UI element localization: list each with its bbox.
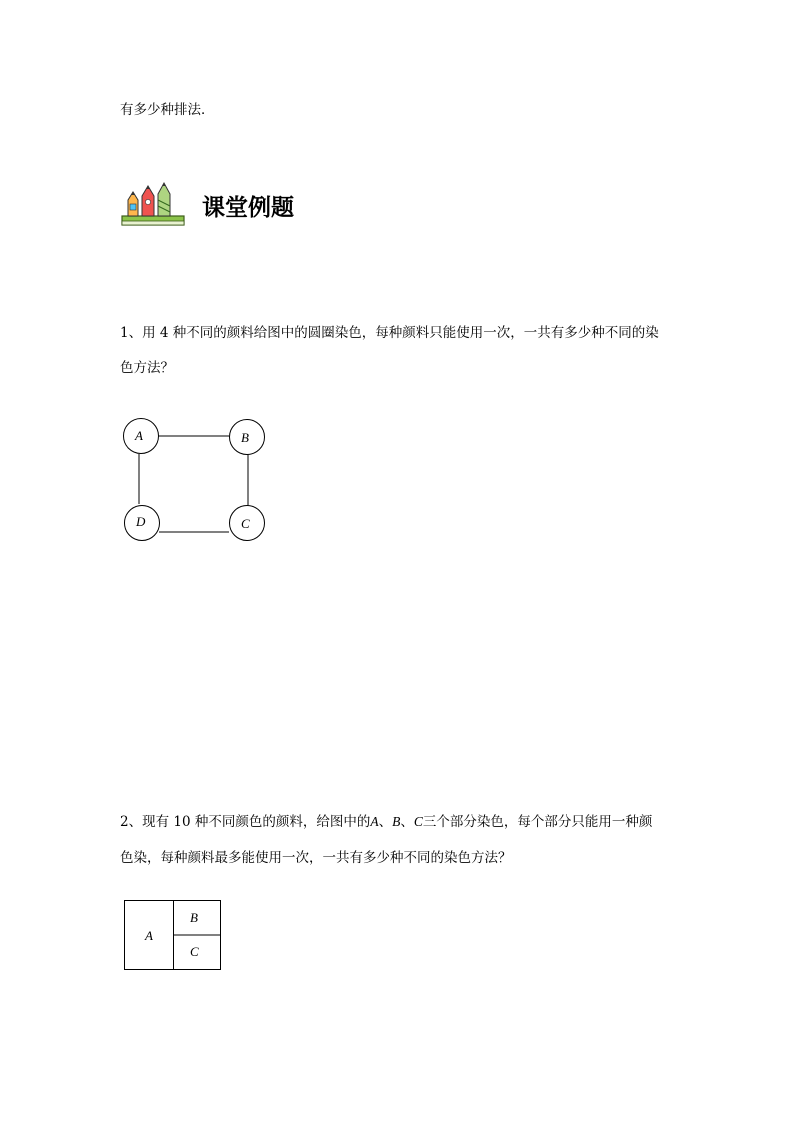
pencils-icon bbox=[120, 180, 188, 228]
section-title: 课堂例题 bbox=[202, 195, 294, 221]
region-c-label: C bbox=[190, 944, 199, 959]
intro-text: 有多少种排法． bbox=[120, 102, 215, 118]
q2-sep1: 、 bbox=[378, 814, 393, 830]
q2-regions-diagram bbox=[123, 899, 223, 973]
q2-line1-post: 三个部分染色，每个部分只能用一种颜 bbox=[422, 814, 653, 830]
q1-graph-diagram bbox=[115, 412, 275, 552]
q2-line1 bbox=[120, 812, 652, 832]
q1-line1: 1、用 4 种不同的颜料给图中的圆圈染色，每种颜料只能使用一次，一共有多少种不同的染 bbox=[120, 325, 659, 341]
region-b-label: B bbox=[190, 910, 198, 925]
q1-line2: 色方法？ bbox=[120, 360, 174, 376]
node-d-label: D bbox=[136, 514, 146, 529]
region-a-label: A bbox=[145, 928, 153, 943]
q2-inline-a: A bbox=[370, 814, 379, 829]
node-b-label: B bbox=[241, 430, 249, 445]
q2-inline-c: C bbox=[413, 814, 423, 829]
node-b bbox=[230, 420, 265, 455]
q2-line1-pre: 2、现有 10 种不同颜色的颜料，给图中的 bbox=[120, 814, 371, 830]
node-d bbox=[125, 506, 160, 541]
node-c-label: C bbox=[241, 516, 250, 531]
q2-sep2: 、 bbox=[400, 814, 414, 830]
node-c bbox=[230, 506, 265, 541]
q2-inline-b: B bbox=[392, 814, 401, 829]
node-a bbox=[124, 419, 159, 454]
node-a-label: A bbox=[135, 428, 143, 443]
q2-line2: 色染，每种颜料最多能使用一次，一共有多少种不同的染色方法？ bbox=[120, 850, 512, 866]
section-header bbox=[120, 180, 420, 230]
